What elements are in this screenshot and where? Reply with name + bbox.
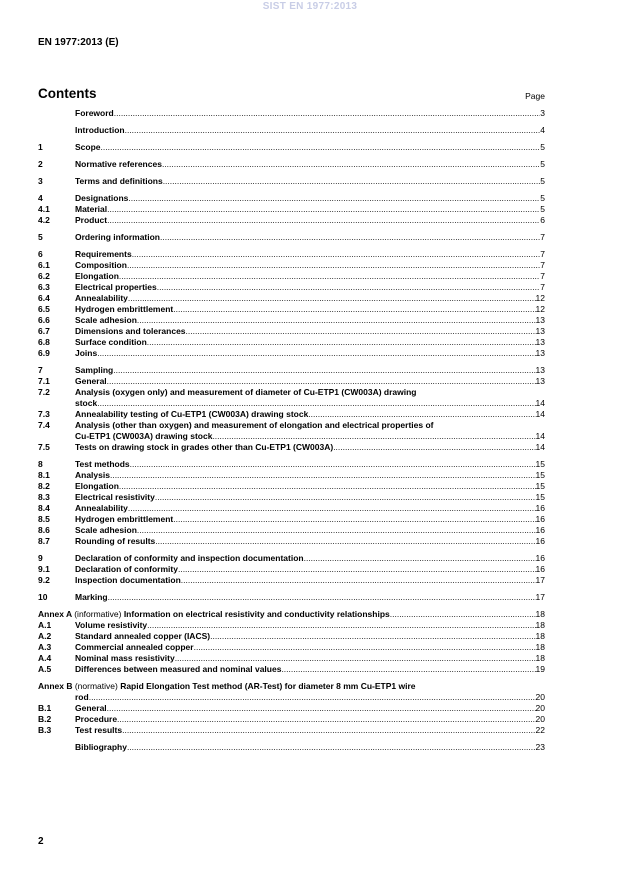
toc-entry[interactable]: [38, 315, 545, 326]
toc-entry[interactable]: [38, 125, 545, 136]
toc-row: [38, 337, 545, 348]
toc-row: [38, 326, 545, 337]
toc-entry-page: 16: [535, 564, 545, 574]
toc-row: [38, 553, 545, 564]
toc-entry-number: A.1: [38, 620, 52, 630]
toc-entry-number: A.5: [38, 664, 52, 674]
toc-entry-number: B.3: [38, 725, 52, 735]
toc-entry[interactable]: [38, 365, 545, 376]
toc-entry-title: Scale adhesion: [75, 525, 137, 535]
toc-leader-dots: [110, 470, 536, 481]
toc-leader-dots: [162, 159, 540, 170]
toc-leader-dots: [308, 409, 535, 420]
toc-entry-number: 4: [38, 193, 43, 203]
toc-entry[interactable]: [38, 204, 545, 215]
toc-entry[interactable]: [38, 193, 545, 204]
toc-entry-number: 8.1: [38, 470, 50, 480]
toc-row: [38, 525, 545, 536]
toc-entry-page: 20: [535, 703, 545, 713]
toc-leader-dots: [117, 714, 535, 725]
toc-leader-dots: [157, 282, 541, 293]
toc-entry-title: Declaration of conformity and inspection documentation: [75, 553, 304, 563]
toc-entry-page: 16: [535, 536, 545, 546]
toc-entry[interactable]: [38, 742, 545, 753]
toc-entry-page: 15: [535, 470, 545, 480]
toc-entry-page: 7: [540, 271, 545, 281]
toc-row: [38, 215, 545, 226]
toc-entry-page: 5: [540, 193, 545, 203]
toc-entry-page: 13: [535, 376, 545, 386]
toc-entry-page: 20: [535, 692, 545, 702]
toc-entry-number: 6.1: [38, 260, 50, 270]
toc-entry-title: Dimensions and tolerances: [75, 326, 186, 336]
toc-leader-dots: [333, 442, 535, 453]
toc-entry[interactable]: [38, 271, 545, 282]
toc-entry[interactable]: [38, 142, 545, 153]
toc-row: [38, 481, 545, 492]
toc-leader-dots: [132, 249, 541, 260]
toc-leader-dots: [107, 703, 536, 714]
toc-entry[interactable]: [38, 176, 545, 187]
toc-leader-dots: [155, 536, 535, 547]
toc-row: [38, 442, 545, 453]
toc-entry-title: Commercial annealed copper: [75, 642, 194, 652]
toc-leader-dots: [114, 108, 541, 119]
toc-entry-title: Annex A (informative) Information on electrical resistivity and conductivity relationships: [38, 609, 390, 619]
toc-entry-title: Marking: [75, 592, 108, 602]
toc-entry-number: 6.9: [38, 348, 50, 358]
toc-row: [38, 409, 545, 420]
toc-row: [38, 609, 545, 620]
toc-entry-page: 7: [540, 249, 545, 259]
toc-entry-page: 13: [535, 326, 545, 336]
toc-row: [38, 536, 545, 547]
toc-entry-number: 6.5: [38, 304, 50, 314]
toc-row: [38, 664, 545, 675]
toc-entry-number: B.2: [38, 714, 52, 724]
toc-row: [38, 742, 545, 753]
toc-entry-title: Inspection documentation: [75, 575, 181, 585]
toc-entry-title: Standard annealed copper (IACS): [75, 631, 211, 641]
toc-leader-dots: [107, 204, 540, 215]
toc-entry[interactable]: [38, 348, 545, 359]
toc-row: [38, 232, 545, 243]
toc-entry[interactable]: [38, 326, 545, 337]
toc-entry[interactable]: [38, 481, 545, 492]
toc-entry-page: 16: [535, 553, 545, 563]
toc-leader-dots: [119, 271, 540, 282]
toc-leader-dots: [147, 337, 536, 348]
toc-entry-number: B.1: [38, 703, 52, 713]
toc-entry-page: 5: [540, 176, 545, 186]
toc-entry-page: 18: [535, 642, 545, 652]
toc-entry-title: Annealability testing of Cu-ETP1 (CW003A) drawing stock: [75, 409, 309, 419]
toc-entry-title: Elongation: [75, 271, 119, 281]
toc-entry-page: 12: [535, 293, 545, 303]
toc-entry-title: Declaration of conformity: [75, 564, 178, 574]
toc-row: [38, 420, 545, 431]
toc-leader-dots: [304, 553, 536, 564]
toc-entry[interactable]: [38, 409, 545, 420]
toc-leader-dots: [163, 176, 541, 187]
toc-entry-number: 8.6: [38, 525, 50, 535]
toc-entry-page: 16: [535, 514, 545, 524]
toc-entry-title: Introduction: [75, 125, 125, 135]
toc-entry-page: 13: [535, 365, 545, 375]
toc-entry[interactable]: [38, 592, 545, 603]
toc-leader-dots: [137, 525, 536, 536]
toc-entry-number: A.3: [38, 642, 52, 652]
toc-row: [38, 260, 545, 271]
toc-leader-dots: [173, 304, 535, 315]
toc-entry-number: 3: [38, 176, 43, 186]
toc-entry[interactable]: [38, 159, 545, 170]
toc-entry-page: 18: [535, 620, 545, 630]
document-id: EN 1977:2013 (E): [38, 37, 119, 48]
toc-entry-title: Procedure: [75, 714, 118, 724]
toc-row: [38, 142, 545, 153]
toc-entry-title: Elongation: [75, 481, 119, 491]
toc-leader-dots: [194, 642, 536, 653]
toc-row: [38, 159, 545, 170]
toc-entry-number: 1: [38, 142, 43, 152]
toc-entry-title: Scope: [75, 142, 101, 152]
toc-row: [38, 176, 545, 187]
toc-row: [38, 387, 545, 398]
toc-entry-page: 16: [535, 525, 545, 535]
toc-entry-number: 7.4: [38, 420, 50, 430]
table-of-contents: [38, 108, 545, 753]
toc-row: [38, 631, 545, 642]
toc-entry-title: Analysis (other than oxygen) and measurement of elongation and electrical properties of: [75, 420, 434, 430]
toc-entry-number: 6.4: [38, 293, 50, 303]
toc-entry-number: 9.2: [38, 575, 50, 585]
toc-leader-dots: [160, 232, 540, 243]
toc-entry-page: 13: [535, 315, 545, 325]
toc-row: [38, 125, 545, 136]
toc-entry-title: Foreword: [75, 108, 114, 118]
toc-entry-page: 20: [535, 714, 545, 724]
toc-entry[interactable]: [38, 681, 545, 703]
toc-entry-page: 14: [535, 409, 545, 419]
toc-entry-page: 5: [540, 142, 545, 152]
toc-entry-title: Designations: [75, 193, 129, 203]
toc-entry-number: 8.3: [38, 492, 50, 502]
toc-entry-number: 4.2: [38, 215, 50, 225]
toc-entry[interactable]: [38, 282, 545, 293]
page-title: Contents: [38, 86, 97, 101]
toc-leader-dots: [181, 575, 536, 586]
toc-leader-dots: [113, 365, 535, 376]
toc-entry-title: Tests on drawing stock in grades other than Cu-ETP1 (CW003A): [75, 442, 334, 452]
toc-entry-page: 7: [540, 282, 545, 292]
toc-entry[interactable]: [38, 703, 545, 714]
toc-entry-number: 6: [38, 249, 43, 259]
toc-leader-dots: [101, 142, 541, 153]
toc-leader-dots: [127, 742, 536, 753]
toc-entry-number: 10: [38, 592, 48, 602]
toc-leader-dots: [108, 592, 536, 603]
toc-leader-dots: [107, 215, 540, 226]
toc-entry[interactable]: [38, 108, 545, 119]
toc-row: [38, 293, 545, 304]
toc-entry[interactable]: [38, 653, 545, 664]
toc-entry-title: Electrical resistivity: [75, 492, 155, 502]
toc-entry-title: Sampling: [75, 365, 114, 375]
toc-row: [38, 514, 545, 525]
toc-entry-title: Hydrogen embrittlement: [75, 514, 174, 524]
toc-entry-number: 7.1: [38, 376, 50, 386]
toc-entry[interactable]: [38, 564, 545, 575]
toc-entry[interactable]: [38, 503, 545, 514]
toc-leader-dots: [155, 492, 536, 503]
toc-row-continuation: [38, 692, 545, 703]
toc-entry-title: Bibliography: [75, 742, 127, 752]
toc-entry-title: Joins: [75, 348, 98, 358]
toc-entry-page: 14: [535, 398, 545, 408]
toc-row: [38, 365, 545, 376]
toc-entry-page: 14: [535, 431, 545, 441]
toc-leader-dots: [212, 431, 535, 442]
toc-entry[interactable]: [38, 232, 545, 243]
toc-entry-title: Product: [75, 215, 108, 225]
toc-leader-dots: [137, 315, 536, 326]
toc-entry-title: Surface condition: [75, 337, 147, 347]
toc-leader-dots: [97, 398, 535, 409]
toc-entry-page: 13: [535, 337, 545, 347]
toc-entry-title: Annealability: [75, 503, 128, 513]
toc-row: [38, 642, 545, 653]
toc-entry-title: Test results: [75, 725, 123, 735]
toc-entry-page: 3: [540, 108, 545, 118]
toc-entry-number: 8: [38, 459, 43, 469]
toc-entry[interactable]: [38, 249, 545, 260]
toc-leader-dots: [175, 653, 536, 664]
toc-entry-title: Material: [75, 204, 108, 214]
toc-entry[interactable]: [38, 387, 545, 409]
toc-entry-title: General: [75, 703, 107, 713]
page-column-label: Page: [525, 91, 545, 101]
toc-entry-page: 23: [535, 742, 545, 752]
toc-leader-dots: [186, 326, 536, 337]
toc-row: [38, 282, 545, 293]
toc-entry-title: Annealability: [75, 293, 128, 303]
toc-leader-dots: [173, 514, 535, 525]
toc-leader-dots: [147, 620, 535, 631]
toc-leader-dots: [128, 503, 536, 514]
toc-entry-page: 5: [540, 204, 545, 214]
toc-entry-page: 15: [535, 459, 545, 469]
toc-entry-page: 5: [540, 159, 545, 169]
toc-entry[interactable]: [38, 492, 545, 503]
toc-entry-number: 8.4: [38, 503, 50, 513]
toc-entry-page: 18: [535, 653, 545, 663]
toc-entry-number: 9.1: [38, 564, 50, 574]
toc-entry-page: 4: [540, 125, 545, 135]
toc-row: [38, 725, 545, 736]
toc-entry-number: 7.3: [38, 409, 50, 419]
toc-entry-page: 7: [540, 260, 545, 270]
toc-entry-page: 16: [535, 503, 545, 513]
toc-entry[interactable]: [38, 376, 545, 387]
toc-entry[interactable]: [38, 642, 545, 653]
toc-row: [38, 348, 545, 359]
toc-row: [38, 503, 545, 514]
toc-entry[interactable]: [38, 442, 545, 453]
toc-entry[interactable]: [38, 620, 545, 631]
toc-entry-title: Requirements: [75, 249, 132, 259]
toc-row: [38, 653, 545, 664]
toc-entry-page: 19: [535, 664, 545, 674]
toc-entry-number: 6.7: [38, 326, 50, 336]
toc-entry-title-cont: Cu-ETP1 (CW003A) drawing stock: [75, 431, 213, 441]
toc-row: [38, 193, 545, 204]
toc-entry-number: 4.1: [38, 204, 50, 214]
toc-entry[interactable]: [38, 575, 545, 586]
toc-entry-number: 7.5: [38, 442, 50, 452]
toc-entry-number: A.4: [38, 653, 52, 663]
toc-leader-dots: [210, 631, 535, 642]
toc-entry-title: Normative references: [75, 159, 162, 169]
toc-entry[interactable]: [38, 664, 545, 675]
toc-entry-page: 6: [540, 215, 545, 225]
toc-entry[interactable]: [38, 609, 545, 620]
toc-leader-dots: [128, 193, 540, 204]
toc-leader-dots: [390, 609, 536, 620]
toc-entry-title: Ordering information: [75, 232, 160, 242]
toc-entry-page: 14: [535, 442, 545, 452]
toc-entry[interactable]: [38, 553, 545, 564]
toc-entry-number: 8.2: [38, 481, 50, 491]
toc-entry-title: Analysis: [75, 470, 110, 480]
toc-entry-title: General: [75, 376, 107, 386]
toc-row: [38, 575, 545, 586]
toc-entry-page: 7: [540, 232, 545, 242]
toc-entry[interactable]: [38, 337, 545, 348]
toc-entry-number: A.2: [38, 631, 52, 641]
watermark: SIST EN 1977:2013: [262, 1, 358, 12]
toc-entry[interactable]: [38, 420, 545, 442]
toc-leader-dots: [130, 459, 536, 470]
toc-row: [38, 592, 545, 603]
toc-entry-title: Differences between measured and nominal values: [75, 664, 282, 674]
toc-entry-number: 7.2: [38, 387, 50, 397]
toc-row: [38, 470, 545, 481]
toc-entry-number: 9: [38, 553, 43, 563]
toc-entry-number: 6.6: [38, 315, 50, 325]
toc-entry-title: Analysis (oxygen only) and measurement of diameter of Cu-ETP1 (CW003A) drawing: [75, 387, 417, 397]
toc-entry-title: Test methods: [75, 459, 130, 469]
toc-entry-number: 6.2: [38, 271, 50, 281]
toc-row: [38, 703, 545, 714]
toc-leader-dots: [127, 260, 540, 271]
toc-row: [38, 108, 545, 119]
toc-row-continuation: [38, 431, 545, 442]
toc-entry-page: 18: [535, 631, 545, 641]
toc-row: [38, 459, 545, 470]
toc-row: [38, 315, 545, 326]
toc-leader-dots: [97, 348, 535, 359]
toc-row: [38, 204, 545, 215]
toc-leader-dots: [281, 664, 535, 675]
toc-entry[interactable]: [38, 631, 545, 642]
toc-entry-title: Nominal mass resistivity: [75, 653, 175, 663]
toc-leader-dots: [125, 125, 541, 136]
toc-row: [38, 376, 545, 387]
toc-leader-dots: [128, 293, 536, 304]
toc-row: [38, 681, 545, 692]
toc-leader-dots: [178, 564, 536, 575]
toc-entry[interactable]: [38, 536, 545, 547]
toc-entry-number: 8.7: [38, 536, 50, 546]
toc-entry[interactable]: [38, 725, 545, 736]
toc-entry-title: Scale adhesion: [75, 315, 137, 325]
toc-entry-page: 15: [535, 492, 545, 502]
toc-entry-number: 7: [38, 365, 43, 375]
toc-entry-title-cont: stock: [75, 398, 98, 408]
toc-entry-page: 12: [535, 304, 545, 314]
page-number: 2: [38, 836, 44, 847]
toc-entry-title: Terms and definitions: [75, 176, 163, 186]
toc-entry-title: Rounding of results: [75, 536, 156, 546]
toc-entry[interactable]: [38, 514, 545, 525]
toc-entry[interactable]: [38, 260, 545, 271]
toc-entry-page: 15: [535, 481, 545, 491]
toc-entry[interactable]: [38, 459, 545, 470]
toc-row: [38, 271, 545, 282]
toc-leader-dots: [89, 692, 536, 703]
toc-leader-dots: [119, 481, 536, 492]
toc-entry-number: 2: [38, 159, 43, 169]
toc-entry-page: 22: [535, 725, 545, 735]
toc-entry[interactable]: [38, 215, 545, 226]
toc-entry-page: 17: [535, 592, 545, 602]
toc-entry[interactable]: [38, 293, 545, 304]
toc-entry-page: 17: [535, 575, 545, 585]
toc-leader-dots: [107, 376, 536, 387]
toc-entry[interactable]: [38, 470, 545, 481]
toc-entry-title: Hydrogen embrittlement: [75, 304, 174, 314]
toc-entry-page: 18: [535, 609, 545, 619]
toc-annex-kind: (normative): [74, 681, 118, 691]
toc-row: [38, 304, 545, 315]
toc-entry-title: Electrical properties: [75, 282, 157, 292]
toc-row-continuation: [38, 398, 545, 409]
toc-entry-title: Composition: [75, 260, 127, 270]
toc-entry-number: 6.8: [38, 337, 50, 347]
toc-annex-kind: (informative): [74, 609, 122, 619]
toc-row: [38, 714, 545, 725]
toc-entry-number: 6.3: [38, 282, 50, 292]
toc-row: [38, 620, 545, 631]
toc-entry-title-cont: rod: [75, 692, 89, 702]
toc-entry[interactable]: [38, 525, 545, 536]
toc-entry-title: Annex B (normative) Rapid Elongation Test method (AR-Test) for diameter 8 mm Cu-ETP1 wire: [38, 681, 416, 691]
toc-entry-title: Volume resistivity: [75, 620, 148, 630]
toc-entry-number: 5: [38, 232, 43, 242]
toc-row: [38, 492, 545, 503]
toc-row: [38, 249, 545, 260]
toc-entry-number: 8.5: [38, 514, 50, 524]
toc-leader-dots: [122, 725, 535, 736]
toc-entry[interactable]: [38, 714, 545, 725]
toc-entry-page: 13: [535, 348, 545, 358]
toc-row: [38, 564, 545, 575]
toc-entry[interactable]: [38, 304, 545, 315]
